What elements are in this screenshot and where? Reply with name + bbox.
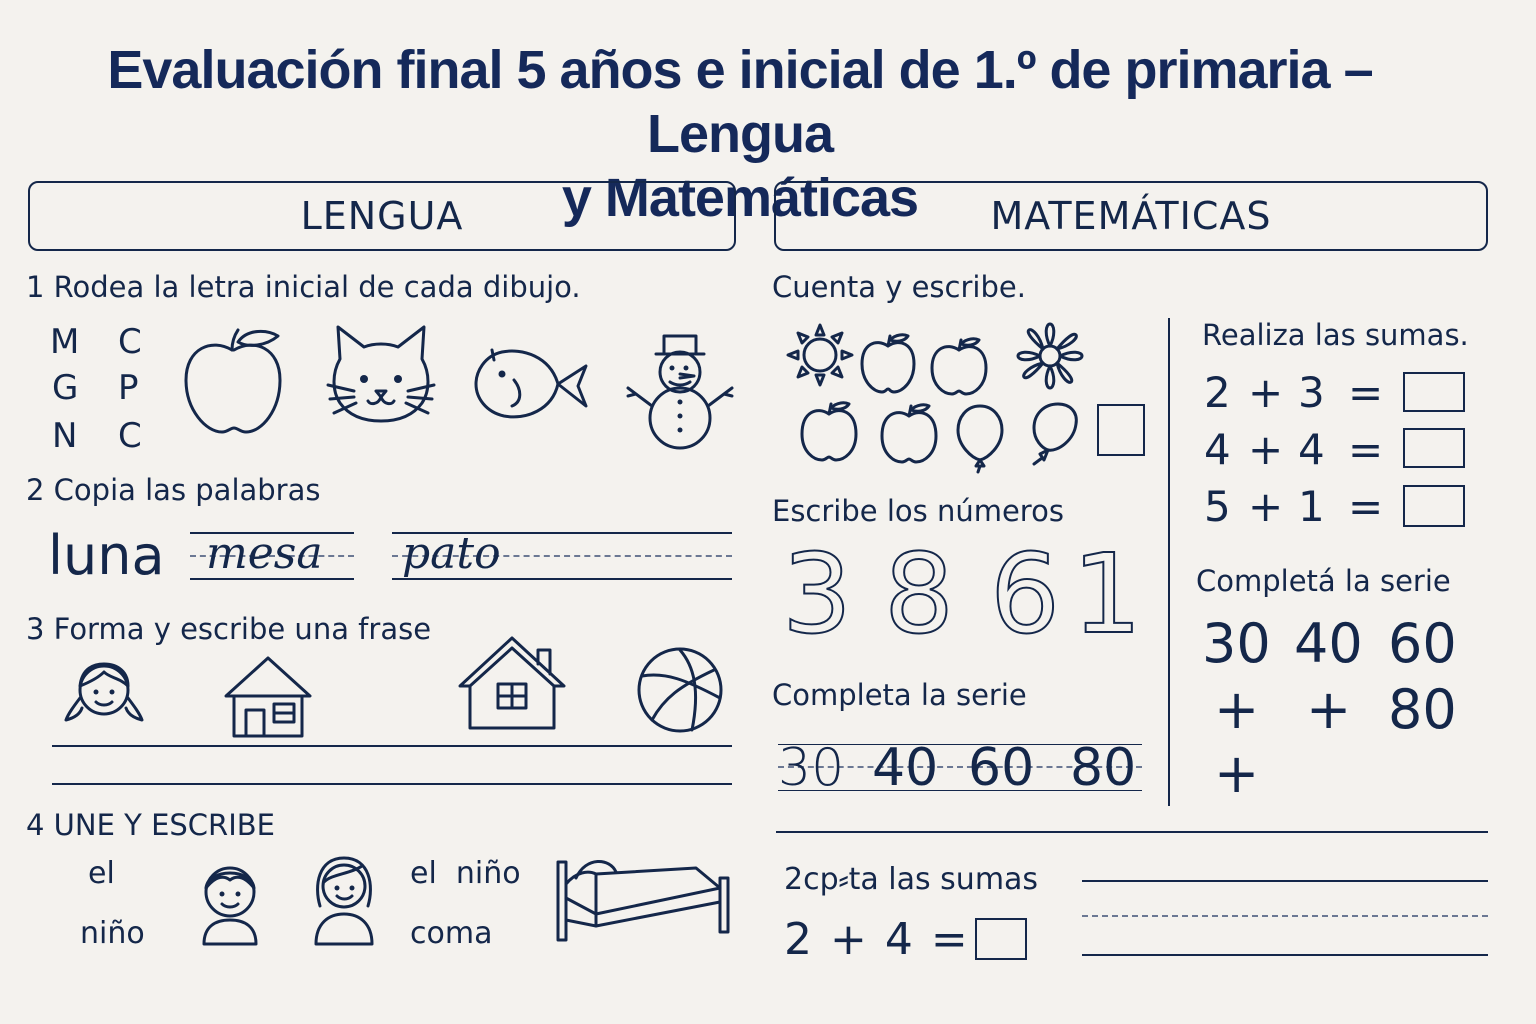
sum-operand: 2 xyxy=(1204,368,1231,417)
sum-answer-box[interactable] xyxy=(975,918,1027,960)
apple-icon xyxy=(880,402,938,464)
girl-icon xyxy=(64,654,146,726)
sum-operator: + xyxy=(1248,425,1284,474)
letter-option[interactable]: N xyxy=(52,416,78,456)
matematicas-header-label: MATEMÁTICAS xyxy=(990,194,1272,238)
balloon-icon xyxy=(956,404,1006,474)
word-trace[interactable]: mesa xyxy=(206,528,323,579)
ball-icon xyxy=(636,646,724,734)
serie2-value: + xyxy=(1214,742,1260,805)
letter-option[interactable]: G xyxy=(52,368,79,408)
sum-operand: 3 xyxy=(1298,368,1325,417)
letter-option[interactable]: C xyxy=(118,322,142,362)
matematicas-header xyxy=(774,181,1488,251)
title-line-1: Evaluación final 5 años e inicial de 1.º de primaria – Lengua xyxy=(107,40,1373,164)
sum-operand: 4 xyxy=(1204,425,1231,474)
sum-answer-box[interactable] xyxy=(1403,485,1465,527)
column-divider xyxy=(1168,318,1170,806)
letter-option[interactable]: P xyxy=(118,368,139,408)
lengua-q2-label: 2 Copia las palabras xyxy=(26,473,321,507)
flower-icon xyxy=(1016,322,1084,390)
lengua-header-label: LENGUA xyxy=(300,194,464,238)
sum-operator: + xyxy=(1248,368,1284,417)
sum-operator: + xyxy=(1248,482,1284,531)
count-answer-box[interactable] xyxy=(1097,404,1145,456)
bottom-sum: 2 + 4 = xyxy=(784,914,968,965)
snowman-icon xyxy=(624,326,736,448)
title-line-2: y Matemáticas xyxy=(561,168,919,228)
section-separator xyxy=(776,831,1488,833)
serie1-value: 40 xyxy=(872,738,939,798)
word-model: luna xyxy=(48,524,165,587)
sun-icon xyxy=(786,323,854,387)
letter-option[interactable]: M xyxy=(50,322,80,362)
numeros-label: Escribe los números xyxy=(772,494,1064,528)
serie2-value: + xyxy=(1306,678,1352,741)
bottom-label: 2cp⸗ta las sumas xyxy=(784,862,1039,897)
boy-icon xyxy=(196,860,264,946)
house-icon xyxy=(458,634,566,732)
apple-icon xyxy=(930,336,988,396)
lengua-q3-label: 3 Forma y escribe una frase xyxy=(26,612,432,646)
cuenta-label: Cuenta y escribe. xyxy=(772,270,1026,304)
word-right[interactable]: coma xyxy=(410,916,493,951)
trace-digit[interactable]: 8 xyxy=(884,530,954,658)
word-right[interactable]: el niño xyxy=(410,856,521,891)
sum-equals: = xyxy=(1348,368,1384,417)
letter-option[interactable]: C xyxy=(118,416,142,456)
lengua-q1-label: 1 Rodea la letra inicial de cada dibujo. xyxy=(26,270,581,304)
fish-icon xyxy=(474,346,592,422)
sum-equals: = xyxy=(1348,482,1384,531)
word-left[interactable]: niño xyxy=(80,916,145,951)
cat-icon xyxy=(326,325,438,425)
word-left[interactable]: el xyxy=(88,856,115,891)
trace-digit[interactable]: 1 xyxy=(1072,530,1142,658)
sumas-label: Realiza las sumas. xyxy=(1202,318,1469,352)
serie2-value: 60 xyxy=(1388,612,1457,675)
sum-answer-box[interactable] xyxy=(1403,428,1465,468)
answer-line[interactable] xyxy=(1082,880,1488,882)
bed-icon xyxy=(556,854,730,944)
apple-icon xyxy=(860,332,916,394)
sum-answer-box[interactable] xyxy=(1403,372,1465,412)
house-icon xyxy=(224,656,314,740)
apple-icon xyxy=(182,328,286,438)
sum-operand: 5 xyxy=(1204,482,1231,531)
serie1-value: 30 xyxy=(778,738,845,798)
sum-operand: 4 xyxy=(1298,425,1325,474)
word-trace[interactable]: pato xyxy=(402,528,501,579)
serie2-value: 40 xyxy=(1294,612,1363,675)
trace-digit[interactable]: 3 xyxy=(782,530,852,658)
sum-operand: 1 xyxy=(1298,482,1325,531)
balloon-icon xyxy=(1028,402,1080,466)
lengua-header xyxy=(28,181,736,251)
answer-line[interactable] xyxy=(1082,954,1488,956)
serie1-value: 60 xyxy=(968,738,1035,798)
lengua-q4-label: 4 UNE Y ESCRIBE xyxy=(26,808,275,842)
serie2-value: + xyxy=(1214,678,1260,741)
serie1-value: 80 xyxy=(1070,738,1137,798)
girl-icon xyxy=(310,852,378,946)
apple-icon xyxy=(800,400,858,462)
serie2-label: Completá la serie xyxy=(1196,564,1451,598)
serie2-value: 30 xyxy=(1202,612,1271,675)
serie2-value: 80 xyxy=(1388,678,1457,741)
serie1-label: Completa la serie xyxy=(772,678,1027,712)
writing-guide-line xyxy=(1082,915,1488,917)
answer-line[interactable] xyxy=(52,745,732,747)
sum-equals: = xyxy=(1348,425,1384,474)
trace-digit[interactable]: 6 xyxy=(990,530,1052,658)
answer-line[interactable] xyxy=(52,783,732,785)
